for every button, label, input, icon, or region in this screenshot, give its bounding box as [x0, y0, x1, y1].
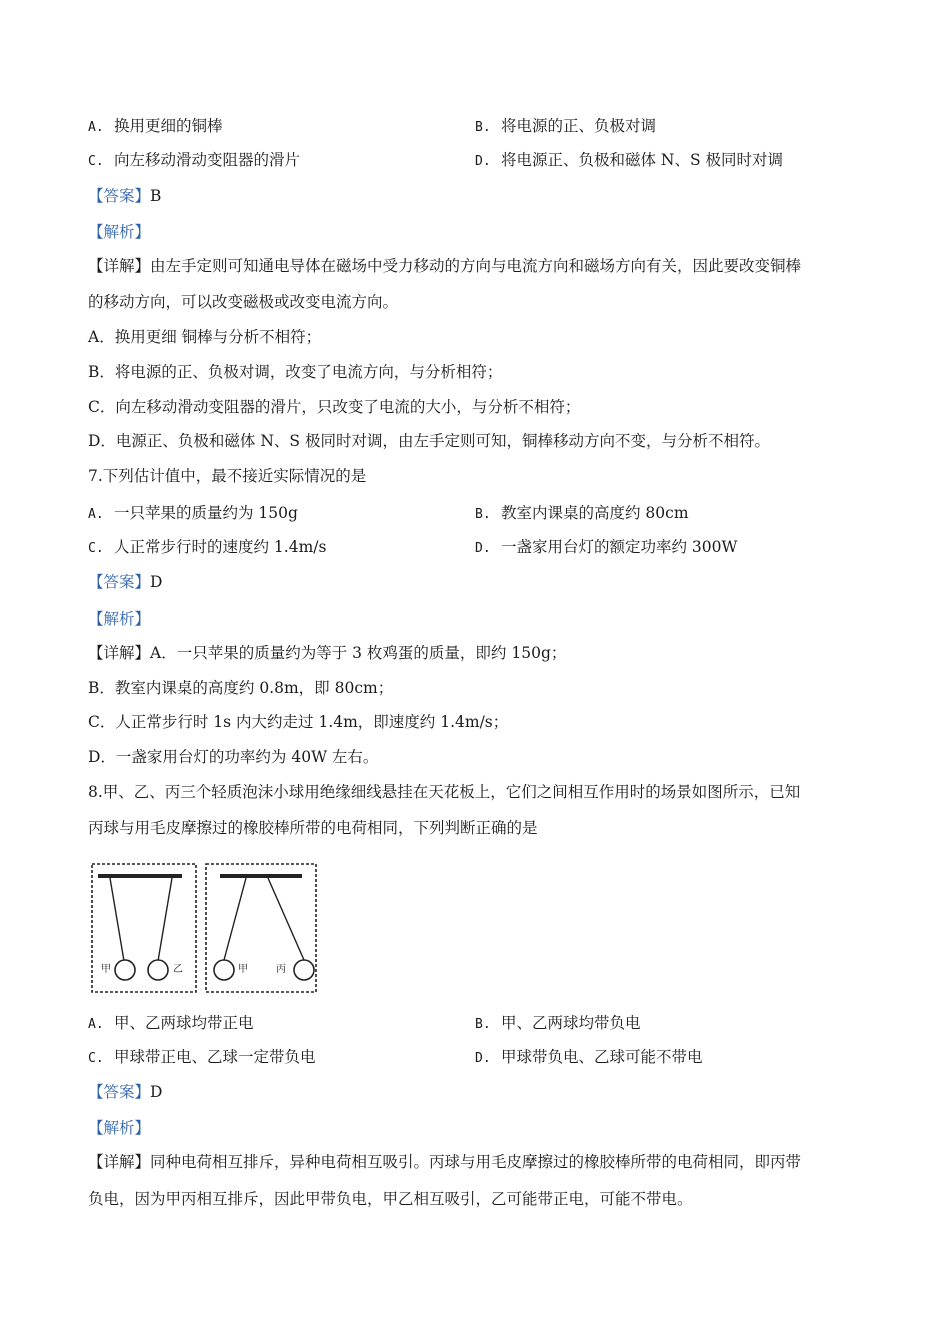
q8-answer: [88, 1082, 162, 1102]
option-text: 甲球带负电、乙球可能不带电: [501, 1048, 703, 1066]
answer-tag: 【答案】: [88, 573, 151, 591]
answer-tag: 【答案】: [88, 1083, 151, 1101]
answer-value: B: [150, 187, 162, 205]
q7-stem: 7.下列估计值中，最不接近实际情况的是: [88, 467, 367, 485]
q6-analysis-b: B．将电源的正、负极对调，改变了电流方向，与分析相符；: [88, 363, 503, 381]
q8-option-b: [475, 1013, 641, 1035]
q6-detail-2: 的移动方向，可以改变磁极或改变电流方向。: [88, 293, 399, 311]
answer-value: D: [150, 573, 163, 591]
answer-value: D: [150, 1083, 163, 1101]
detail-tag: 【详解】: [88, 1153, 151, 1171]
q8-analysis-tag: 【解析】: [88, 1119, 151, 1137]
option-text: 甲球带正电、乙球一定带负电: [114, 1048, 316, 1066]
q7-option-c: [88, 537, 326, 559]
pendulum-figure: [90, 862, 320, 996]
option-letter: B.: [475, 120, 491, 135]
label-jia-left: 甲: [101, 964, 111, 975]
q8-option-d: [475, 1047, 703, 1069]
option-letter: A.: [88, 120, 104, 135]
q7-option-b: [475, 503, 689, 525]
option-text: 一只苹果的质量约为 150g: [114, 504, 298, 522]
figure-right-panel: [206, 864, 316, 992]
option-letter: D.: [475, 1051, 491, 1066]
option-letter: C.: [88, 154, 104, 169]
detail-text: A．一只苹果的质量约为等于 3 枚鸡蛋的质量，即约 150g；: [150, 644, 567, 662]
q7-answer: [88, 572, 162, 592]
detail-tag: 【详解】: [88, 257, 151, 275]
option-letter: C.: [88, 541, 104, 556]
q7-option-a: [88, 503, 298, 525]
detail-tag: 【详解】: [88, 644, 151, 662]
option-text: 换用更细的铜棒: [114, 117, 223, 135]
option-text: 甲、乙两球均带正电: [114, 1014, 254, 1032]
option-letter: C.: [88, 1051, 104, 1066]
q8-stem-1: 8.甲、乙、丙三个轻质泡沫小球用绝缘细线悬挂在天花板上，它们之间相互作用时的场景如图所示，已知: [88, 783, 801, 801]
q7-analysis-d: D．一盏家用台灯的功率约为 40W 左右。: [88, 748, 379, 766]
option-text: 教室内课桌的高度约 80cm: [501, 504, 689, 522]
q7-option-d: [475, 537, 737, 559]
q8-option-c: [88, 1047, 316, 1069]
option-letter: A.: [88, 1017, 104, 1032]
label-bing: 丙: [276, 964, 286, 975]
q6-option-b: [475, 116, 656, 138]
q7-detail-1: [88, 643, 566, 663]
q7-analysis-tag: 【解析】: [88, 610, 151, 628]
option-letter: B.: [475, 1017, 491, 1032]
option-letter: A.: [88, 507, 104, 522]
option-letter: B.: [475, 507, 491, 522]
q6-answer: [88, 186, 161, 206]
answer-tag: 【答案】: [88, 187, 151, 205]
q8-detail-2: 负电，因为甲丙相互排斥，因此甲带负电，甲乙相互吸引，乙可能带正电，可能不带电。: [88, 1190, 693, 1208]
detail-text: 由左手定则可知通电导体在磁场中受力移动的方向与电流方向和磁场方向有关，因此要改变铜棒: [150, 257, 802, 275]
q6-option-a: [88, 116, 223, 138]
q6-option-c: [88, 150, 300, 172]
q6-detail-1: [88, 256, 801, 276]
q6-analysis-tag: 【解析】: [88, 223, 151, 241]
q7-analysis-c: C．人正常步行时 1s 内大约走过 1.4m，即速度约 1.4m/s；: [88, 713, 509, 731]
q8-option-a: [88, 1013, 254, 1035]
q8-detail-1: [88, 1152, 801, 1172]
q6-analysis-a: A．换用更细 铜棒与分析不相符；: [88, 328, 322, 346]
option-text: 甲、乙两球均带负电: [501, 1014, 641, 1032]
q6-option-d: [475, 150, 783, 172]
q6-analysis-c: C．向左移动滑动变阻器的滑片，只改变了电流的大小，与分析不相符；: [88, 398, 581, 416]
option-text: 将电源正、负极和磁体 N、S 极同时对调: [501, 151, 784, 169]
q8-stem-2: 丙球与用毛皮摩擦过的橡胶棒所带的电荷相同，下列判断正确的是: [88, 819, 538, 837]
label-jia-right: 甲: [238, 964, 248, 975]
detail-text: 同种电荷相互排斥，异种电荷相互吸引。丙球与用毛皮摩擦过的橡胶棒所带的电荷相同，即丙带: [150, 1153, 802, 1171]
option-text: 人正常步行时的速度约 1.4m/s: [114, 538, 327, 556]
q7-analysis-b: B．教室内课桌的高度约 0.8m，即 80cm；: [88, 679, 394, 697]
option-text: 将电源的正、负极对调: [501, 117, 657, 135]
option-letter: D.: [475, 541, 491, 556]
label-yi: 乙: [173, 964, 183, 975]
option-text: 向左移动滑动变阻器的滑片: [114, 151, 301, 169]
option-text: 一盏家用台灯的额定功率约 300W: [501, 538, 738, 556]
q6-analysis-d: D．电源正、负极和磁体 N、S 极同时对调，由左手定则可知，铜棒移动方向不变，与分析不相符。: [88, 432, 770, 450]
figure-left-panel: [92, 864, 196, 992]
option-letter: D.: [475, 154, 491, 169]
